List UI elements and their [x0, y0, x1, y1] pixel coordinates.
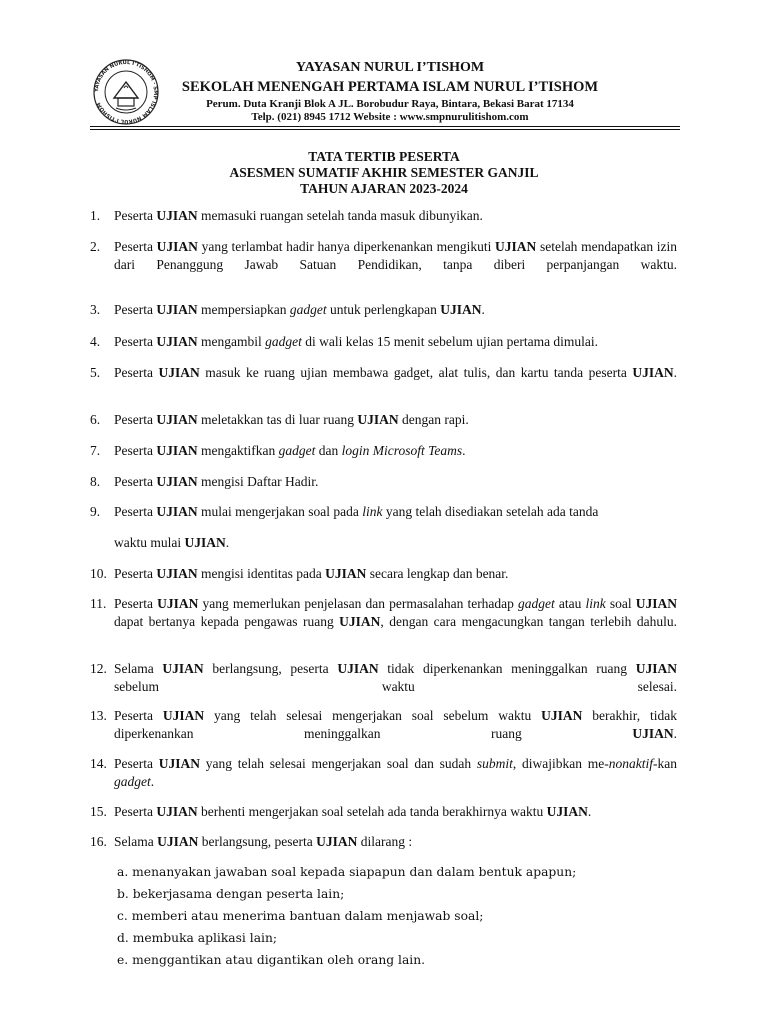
rule-text [114, 301, 677, 319]
rule-fragment: yang memerlukan penjelasan dan permasalahan terhadap [198, 596, 519, 611]
rule-item [90, 503, 677, 521]
keyword-ujian: UJIAN [156, 334, 198, 349]
letterhead [0, 58, 768, 128]
italic-term: gadget [518, 596, 555, 611]
keyword-ujian: UJIAN [156, 443, 198, 458]
rule-fragment: atau [554, 596, 586, 611]
rule-text [114, 707, 677, 743]
rule-number: 12. [90, 661, 107, 676]
document-titles [0, 149, 768, 197]
rule-item [90, 207, 677, 225]
rule-number: 2. [90, 239, 101, 254]
keyword-ujian: UJIAN [495, 239, 537, 254]
rule-fragment: berlangsung, peserta [198, 834, 317, 849]
rule-fragment: , dengan cara mengacungkan tangan terlebih dahulu. [380, 614, 677, 629]
keyword-ujian: UJIAN [157, 834, 199, 849]
rule-number: 15. [90, 804, 107, 819]
rule-fragment: sebelum waktu selesai. [114, 679, 677, 694]
rule-item [90, 755, 677, 791]
rule-fragment: yang telah selesai mengerjakan soal dan sudah [200, 756, 477, 771]
italic-term: nonaktif [608, 756, 653, 771]
school-seal-icon [88, 58, 164, 126]
rule-fragment: Peserta [114, 443, 157, 458]
rule-fragment: mempersiapkan [197, 302, 290, 317]
rule-fragment: Peserta [114, 239, 157, 254]
prohibition-item: d. membuka aplikasi lain; [117, 931, 278, 945]
rule-fragment: secara lengkap dan benar. [366, 566, 509, 581]
rule-fragment: Peserta [114, 302, 157, 317]
title-line-3: TAHUN AJARAN 2023-2024 [300, 181, 468, 196]
rule-text [114, 595, 677, 631]
title-line-1: TATA TERTIB PESERTA [308, 149, 460, 164]
rule-number: 5. [90, 365, 101, 380]
rule-item [90, 238, 677, 274]
rule-fragment: berlangsung, peserta [203, 661, 338, 676]
rule-fragment: untuk perlengkapan [326, 302, 441, 317]
rule-fragment: -kan [653, 756, 677, 771]
rule-fragment: yang telah disediakan setelah ada tanda [382, 504, 599, 519]
rule-item [90, 301, 677, 319]
rule-fragment: tidak diperkenankan meninggalkan ruang [378, 661, 636, 676]
rule-fragment: . [673, 365, 677, 380]
rule-fragment: Peserta [114, 596, 158, 611]
rule-fragment: yang terlambat hadir hanya diperkenankan mengikuti [197, 239, 496, 254]
keyword-ujian: UJIAN [156, 239, 198, 254]
rule-fragment: mengaktifkan [197, 443, 279, 458]
keyword-ujian: UJIAN [156, 412, 198, 427]
keyword-ujian: UJIAN [632, 726, 674, 741]
keyword-ujian: UJIAN [156, 804, 198, 819]
rule-number: 3. [90, 302, 101, 317]
keyword-ujian: UJIAN [156, 208, 198, 223]
italic-term: login Microsoft Teams [341, 443, 463, 458]
rule-item [90, 660, 677, 696]
rule-fragment: Peserta [114, 365, 159, 380]
keyword-ujian: UJIAN [184, 535, 226, 550]
keyword-ujian: UJIAN [162, 708, 205, 723]
rule-number: 7. [90, 443, 101, 458]
keyword-ujian: UJIAN [339, 614, 381, 629]
school-address: Perum. Duta Kranji Blok A JL. Borobudur Raya, Bintara, Bekasi Barat 17134 [206, 98, 574, 110]
rule-text [114, 534, 677, 552]
keyword-ujian: UJIAN [158, 365, 200, 380]
rule-fragment: yang telah selesai mengerjakan soal sebelum waktu [204, 708, 542, 723]
rule-number: 8. [90, 474, 101, 489]
rule-fragment: . [673, 726, 677, 741]
keyword-ujian: UJIAN [632, 365, 674, 380]
rule-fragment: Peserta [114, 566, 157, 581]
prohibition-item: b. bekerjasama dengan peserta lain; [117, 887, 345, 901]
rule-fragment: Selama [114, 661, 163, 676]
italic-term: gadget [265, 334, 302, 349]
keyword-ujian: UJIAN [635, 661, 677, 676]
rule-number: 6. [90, 412, 101, 427]
keyword-ujian: UJIAN [156, 504, 198, 519]
rule-text [114, 660, 677, 696]
school-contact: Telp. (021) 8945 1712 Website : www.smpnurulitishom.com [251, 111, 529, 123]
prohibition-item: a. menanyakan jawaban soal kepada siapapun dan dalam bentuk apapun; [117, 865, 577, 879]
rule-fragment: berhenti mengerjakan soal setelah ada tanda berakhirnya waktu [197, 804, 547, 819]
rule-number: 4. [90, 334, 101, 349]
rule-item [90, 411, 677, 429]
rule-fragment: memasuki ruangan setelah tanda masuk dibunyikan. [197, 208, 483, 223]
rule-fragment: . [462, 443, 466, 458]
rule-text [114, 333, 677, 351]
rule-fragment: meletakkan tas di luar ruang [197, 412, 358, 427]
rule-fragment: setelah mendapatkan izin dari Penanggung Jawab Satuan Pendidikan, tanpa diberi perpanjangan waktu. [114, 239, 677, 272]
rule-number: 9. [90, 504, 101, 519]
rule-fragment: dengan rapi. [398, 412, 469, 427]
rule-fragment: dan [315, 443, 342, 458]
keyword-ujian: UJIAN [156, 474, 198, 489]
rule-item [90, 333, 677, 351]
keyword-ujian: UJIAN [357, 412, 399, 427]
rule-fragment: mengambil [197, 334, 266, 349]
rule-fragment: Peserta [114, 804, 157, 819]
keyword-ujian: UJIAN [635, 596, 677, 611]
rule-number: 14. [90, 756, 107, 771]
rule-text [114, 503, 677, 521]
rule-fragment: mulai mengerjakan soal pada [197, 504, 363, 519]
rule-item [90, 534, 677, 552]
letterhead-divider-thin [90, 129, 680, 130]
school-name: SEKOLAH MENENGAH PERTAMA ISLAM NURUL I’TISHOM [181, 79, 599, 95]
rule-fragment: Selama [114, 834, 158, 849]
rule-fragment: masuk ke ruang ujian membawa gadget, alat tulis, dan kartu tanda peserta [199, 365, 633, 380]
rule-fragment: Peserta [114, 504, 157, 519]
keyword-ujian: UJIAN [337, 661, 379, 676]
italic-term: gadget [289, 302, 327, 317]
rule-text [114, 442, 677, 460]
italic-term: link [362, 504, 383, 519]
rule-fragment: Peserta [114, 708, 163, 723]
keyword-ujian: UJIAN [316, 834, 358, 849]
rule-text [114, 833, 677, 851]
rule-item [90, 565, 677, 583]
rule-text [114, 803, 677, 821]
rule-item [90, 442, 677, 460]
rule-item [90, 473, 677, 491]
rule-item [90, 364, 677, 382]
rule-fragment: Peserta [114, 756, 159, 771]
keyword-ujian: UJIAN [546, 804, 588, 819]
rule-text [114, 364, 677, 382]
rule-fragment: di wali kelas 15 menit sebelum ujian pertama dimulai. [301, 334, 599, 349]
italic-term: gadget [278, 443, 316, 458]
rule-fragment: , diwajibkan me- [512, 756, 609, 771]
rule-fragment: . [225, 535, 230, 550]
rule-text [114, 238, 677, 274]
italic-term: link [585, 596, 606, 611]
rule-number: 1. [90, 208, 101, 223]
keyword-ujian: UJIAN [157, 596, 199, 611]
rule-fragment: . [150, 774, 155, 789]
rule-item [90, 707, 677, 743]
rule-fragment: Peserta [114, 474, 157, 489]
rule-fragment: dapat bertanya kepada pengawas ruang [114, 614, 340, 629]
rule-fragment: Peserta [114, 334, 157, 349]
rule-fragment: . [587, 804, 592, 819]
rule-fragment: . [481, 302, 485, 317]
rule-text [114, 411, 677, 429]
keyword-ujian: UJIAN [162, 661, 204, 676]
rule-fragment: berakhir, tidak diperkenankan meninggalkan ruang [114, 708, 678, 741]
rule-fragment: Peserta [114, 412, 157, 427]
rule-fragment: Peserta [114, 208, 157, 223]
rule-fragment: waktu mulai [114, 535, 185, 550]
rule-item [90, 595, 677, 631]
rule-item [90, 833, 677, 851]
rule-text [114, 565, 677, 583]
rule-fragment: dilarang : [357, 834, 413, 849]
keyword-ujian: UJIAN [440, 302, 482, 317]
title-line-2: ASESMEN SUMATIF AKHIR SEMESTER GANJIL [229, 165, 539, 180]
rule-number: 11. [90, 596, 107, 611]
keyword-ujian: UJIAN [156, 566, 198, 581]
rule-number: 16. [90, 834, 107, 849]
foundation-name: YAYASAN NURUL I’TISHOM [295, 60, 485, 75]
italic-term: submit [476, 756, 513, 771]
keyword-ujian: UJIAN [158, 756, 200, 771]
rule-text [114, 207, 677, 225]
letterhead-divider-thick [90, 126, 680, 127]
rule-fragment: mengisi identitas pada [197, 566, 326, 581]
prohibition-item: c. memberi atau menerima bantuan dalam menjawab soal; [117, 909, 484, 923]
rule-text [114, 473, 677, 491]
rule-fragment: mengisi Daftar Hadir. [197, 474, 319, 489]
seal-text: YAYASAN NURUL I'TISHOM · SMP ISLAM NURUL I'TISHOM [93, 59, 159, 125]
rule-number: 10. [90, 566, 107, 581]
keyword-ujian: UJIAN [325, 566, 367, 581]
keyword-ujian: UJIAN [156, 302, 198, 317]
rule-number: 13. [90, 708, 107, 723]
rule-item [90, 803, 677, 821]
rule-fragment: soal [605, 596, 636, 611]
keyword-ujian: UJIAN [541, 708, 583, 723]
italic-term: gadget [114, 774, 151, 789]
rule-text [114, 755, 677, 791]
prohibition-item: e. menggantikan atau digantikan oleh orang lain. [117, 953, 426, 967]
